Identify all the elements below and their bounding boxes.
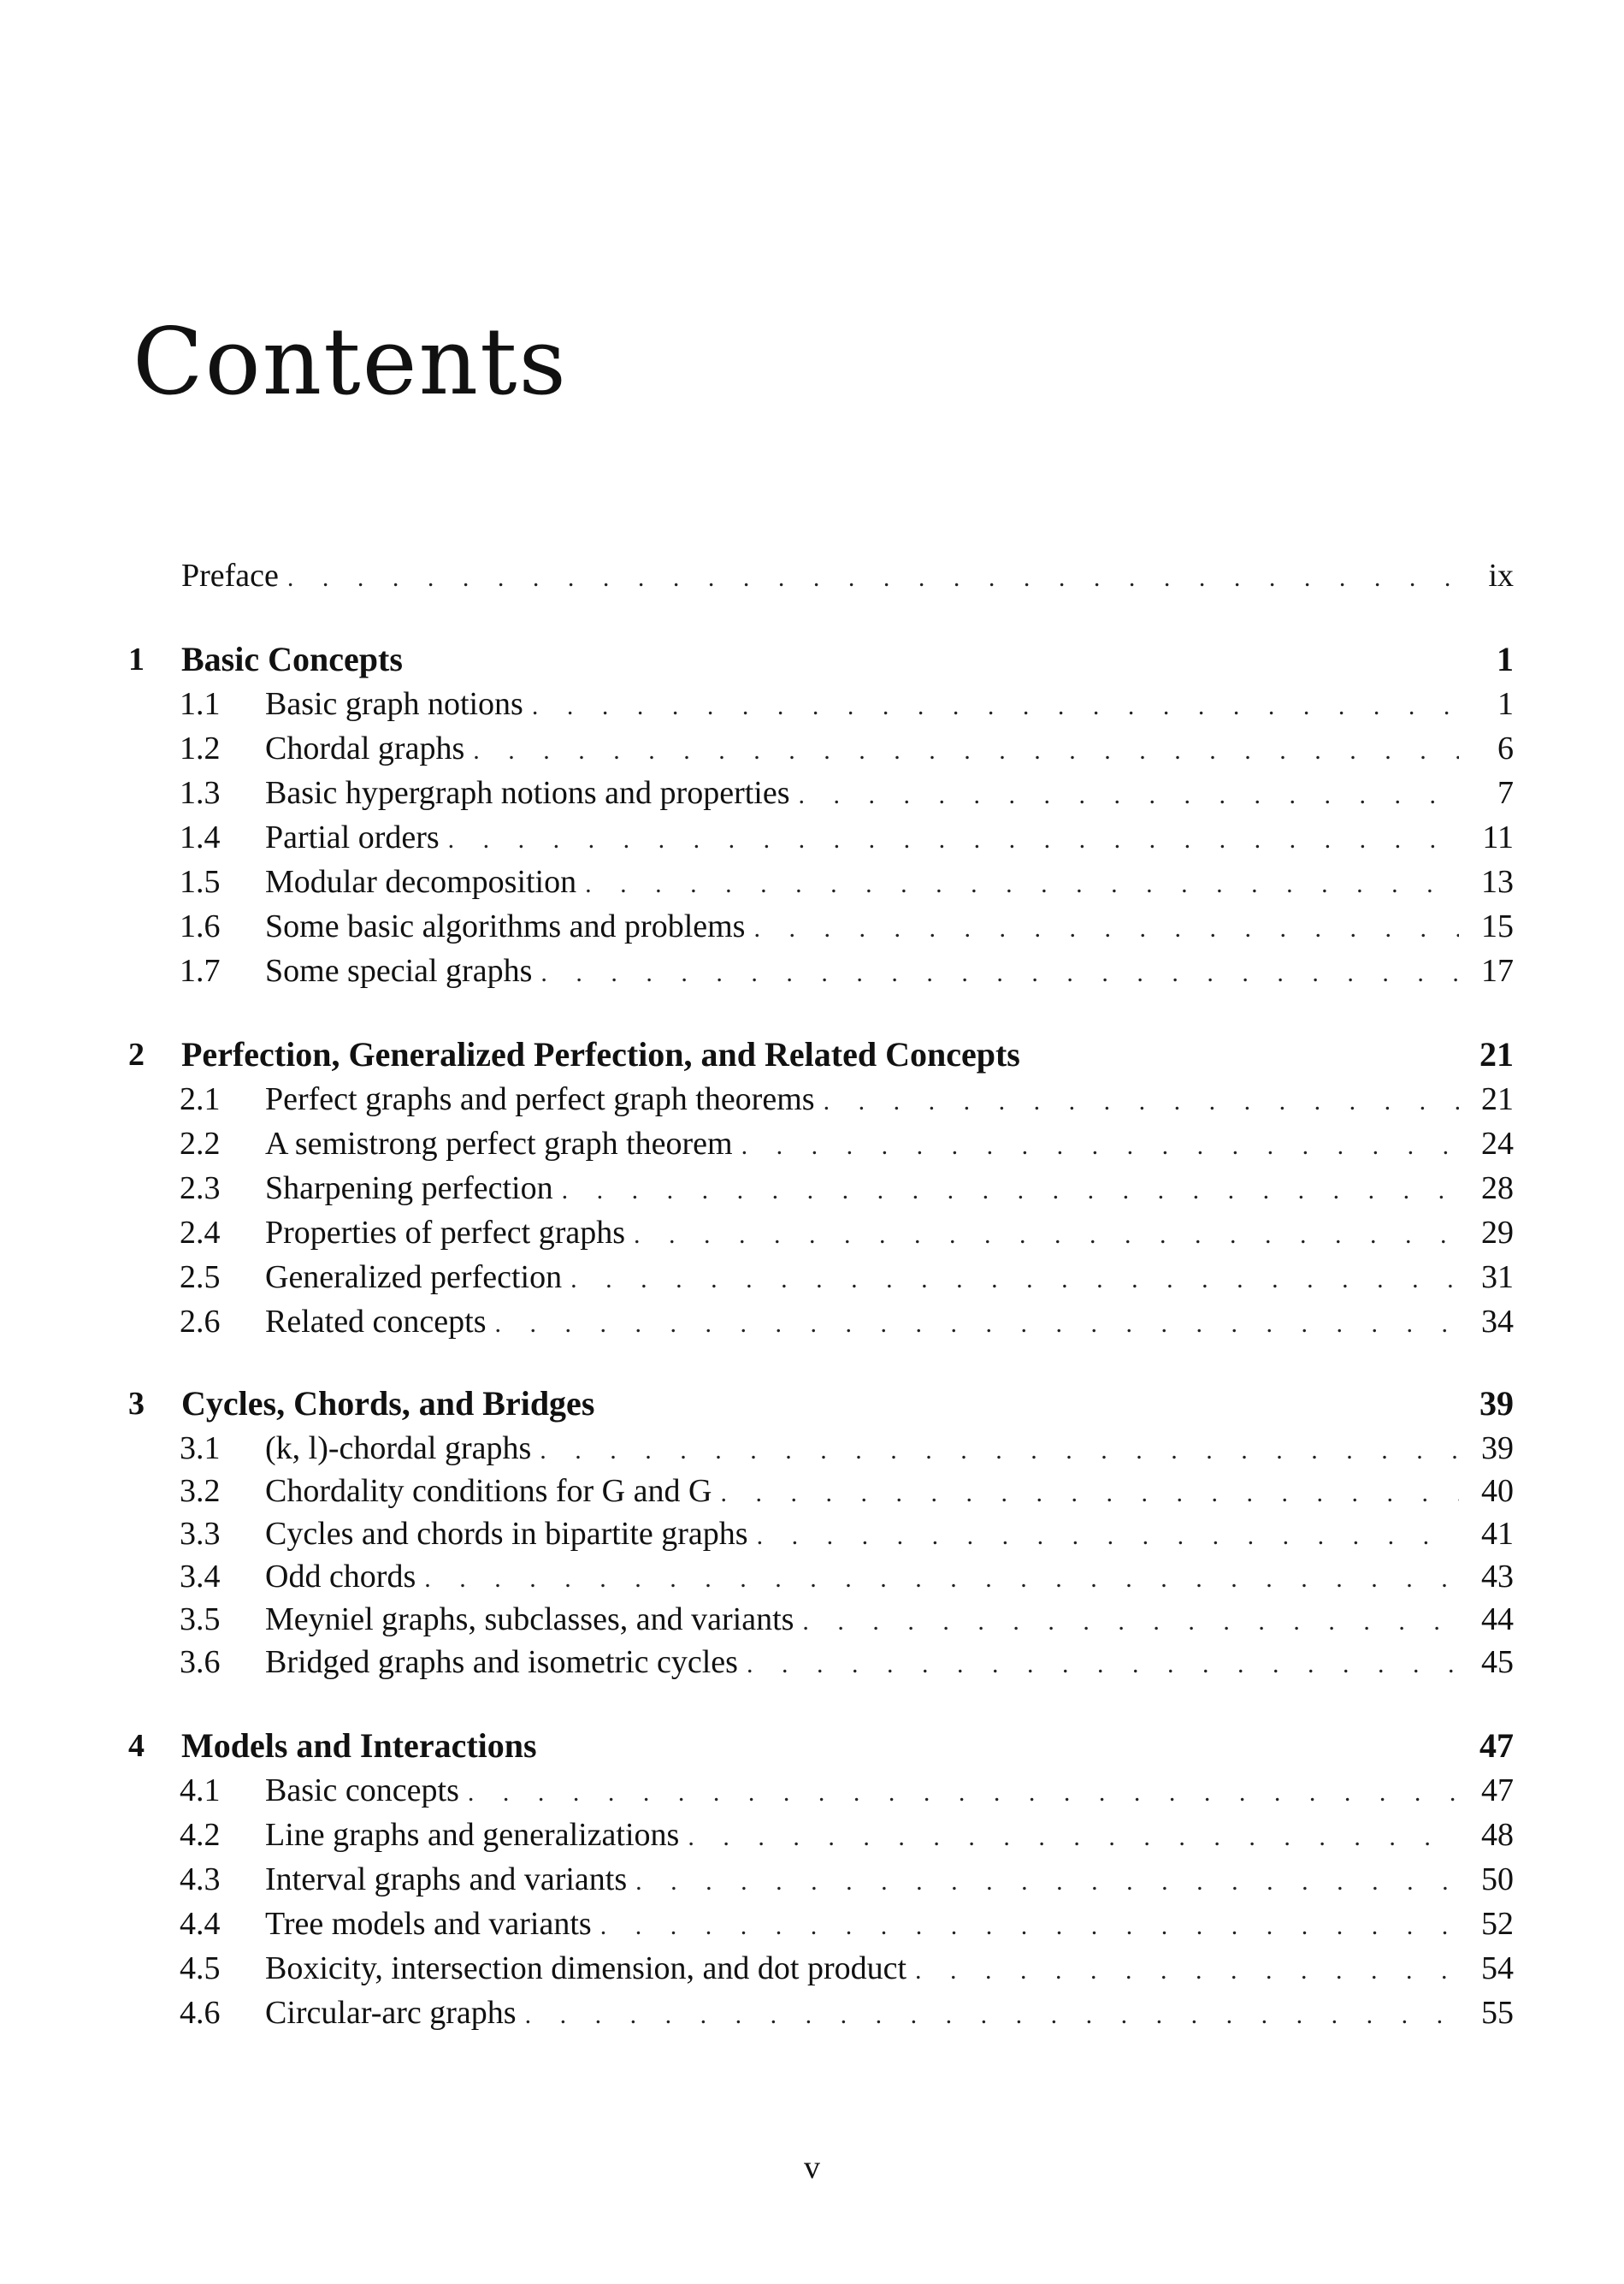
chapter-title: Perfection, Generalized Perfection, and Related Concepts	[181, 1035, 1020, 1074]
chapter-number: 1	[128, 642, 145, 678]
section-number: 4.4	[180, 1906, 221, 1942]
toc-section[interactable]	[128, 1900, 1514, 1948]
section-number: 2.2	[180, 1126, 221, 1162]
section-number: 4.5	[180, 1950, 221, 1986]
toc-section[interactable]	[128, 680, 1514, 728]
toc-section[interactable]	[128, 1467, 1514, 1515]
section-title: Properties of perfect graphs	[265, 1215, 626, 1251]
toc-entry-preface[interactable]	[128, 552, 1514, 600]
toc-section[interactable]	[128, 1075, 1514, 1123]
section-title: Bridged graphs and isometric cycles	[265, 1644, 738, 1680]
section-number: 1.3	[180, 775, 221, 811]
section-page: 44	[1481, 1601, 1514, 1637]
section-title: Basic concepts	[265, 1772, 459, 1808]
section-number: 4.3	[180, 1861, 221, 1897]
toc-section[interactable]	[128, 1209, 1514, 1257]
section-page: 54	[1481, 1950, 1514, 1986]
section-page: 24	[1481, 1126, 1514, 1162]
section-number: 1.4	[180, 820, 221, 855]
section-page: 39	[1481, 1430, 1514, 1466]
chapter-page: 1	[1497, 640, 1514, 678]
toc-section[interactable]	[128, 1811, 1514, 1859]
section-page: 31	[1481, 1259, 1514, 1295]
section-page: 28	[1481, 1170, 1514, 1206]
section-number: 3.1	[180, 1430, 221, 1466]
section-page: 29	[1481, 1215, 1514, 1251]
section-title: Chordal graphs	[265, 731, 465, 766]
section-number: 3.6	[180, 1644, 221, 1680]
chapter-page: 21	[1479, 1035, 1514, 1074]
section-title: Circular-arc graphs	[265, 1995, 517, 2031]
toc-section[interactable]	[128, 814, 1514, 861]
section-title: Tree models and variants	[265, 1906, 592, 1942]
page-title: Contents	[133, 309, 568, 416]
chapter-number: 3	[128, 1386, 145, 1422]
section-title: Meyniel graphs, subclasses, and variants	[265, 1601, 794, 1637]
section-page: 52	[1481, 1906, 1514, 1942]
dot-leader	[824, 1078, 1459, 1126]
section-title: Partial orders	[265, 820, 440, 855]
section-number: 2.5	[180, 1259, 221, 1295]
toc-entry-title: Preface	[181, 558, 279, 594]
toc-section[interactable]	[128, 1253, 1514, 1301]
dot-leader	[570, 1256, 1459, 1304]
section-number: 3.4	[180, 1559, 221, 1595]
section-page: 50	[1481, 1861, 1514, 1897]
section-title: Perfect graphs and perfect graph theorems	[265, 1081, 815, 1117]
section-number: 3.2	[180, 1473, 221, 1509]
section-number: 1.1	[180, 686, 221, 722]
section-title: Basic graph notions	[265, 686, 523, 722]
toc-chapter-3[interactable]	[128, 1380, 1514, 1428]
toc-chapter-4[interactable]	[128, 1722, 1514, 1770]
section-title: Related concepts	[265, 1304, 487, 1340]
footer-page-number: v	[804, 2150, 820, 2186]
dot-leader	[495, 1300, 1459, 1348]
section-page: 34	[1481, 1304, 1514, 1340]
section-title: Some basic algorithms and problems	[265, 908, 746, 944]
section-page: 45	[1481, 1644, 1514, 1680]
dot-leader	[562, 1167, 1459, 1215]
section-number: 3.3	[180, 1516, 221, 1552]
toc-section[interactable]	[128, 858, 1514, 906]
section-number: 4.2	[180, 1817, 221, 1853]
dot-leader	[635, 1858, 1459, 1906]
dot-leader	[287, 554, 1459, 602]
toc-section[interactable]	[128, 769, 1514, 817]
section-page: 7	[1497, 775, 1514, 811]
dot-leader	[634, 1211, 1459, 1259]
toc-chapter-2[interactable]	[128, 1031, 1514, 1079]
section-page: 55	[1481, 1995, 1514, 2031]
dot-leader	[448, 816, 1459, 864]
section-page: 21	[1481, 1081, 1514, 1117]
section-number: 4.1	[180, 1772, 221, 1808]
section-page: 47	[1481, 1772, 1514, 1808]
dot-leader	[799, 772, 1460, 820]
toc-section[interactable]	[128, 1553, 1514, 1601]
dot-leader	[747, 1641, 1459, 1689]
dot-leader	[468, 1769, 1459, 1817]
toc-section[interactable]	[128, 1766, 1514, 1814]
chapter-page: 39	[1479, 1384, 1514, 1423]
toc-section[interactable]	[128, 1510, 1514, 1558]
section-title: Odd chords	[265, 1559, 416, 1595]
section-number: 2.3	[180, 1170, 221, 1206]
section-title: Chordality conditions for G and G	[265, 1473, 712, 1509]
toc-section[interactable]	[128, 1424, 1514, 1472]
chapter-title: Basic Concepts	[181, 640, 403, 678]
section-number: 2.4	[180, 1215, 221, 1251]
section-page: 43	[1481, 1559, 1514, 1595]
toc-section[interactable]	[128, 1120, 1514, 1168]
toc-section[interactable]	[128, 1638, 1514, 1686]
section-title: (k, l)-chordal graphs	[265, 1430, 532, 1466]
dot-leader	[525, 1991, 1459, 2039]
toc-chapter-1[interactable]	[128, 636, 1514, 683]
toc-section[interactable]	[128, 1298, 1514, 1346]
section-number: 1.7	[180, 953, 221, 989]
section-page: 40	[1481, 1473, 1514, 1509]
dot-leader	[585, 861, 1459, 908]
section-page: 48	[1481, 1817, 1514, 1853]
toc-section[interactable]	[128, 947, 1514, 995]
chapter-page: 47	[1479, 1726, 1514, 1765]
toc-section[interactable]	[128, 902, 1514, 950]
dot-leader	[540, 950, 1459, 997]
section-number: 1.2	[180, 731, 221, 766]
section-page: 17	[1481, 953, 1514, 989]
chapter-number: 2	[128, 1037, 145, 1073]
dot-leader	[473, 727, 1459, 775]
section-page: 1	[1497, 686, 1514, 722]
chapter-title: Models and Interactions	[181, 1726, 537, 1765]
dot-leader	[741, 1122, 1459, 1170]
section-page: 13	[1481, 864, 1514, 900]
section-title: Generalized perfection	[265, 1259, 563, 1295]
dot-leader	[532, 683, 1459, 731]
toc-section[interactable]	[128, 1595, 1514, 1643]
chapter-number: 4	[128, 1728, 145, 1764]
section-title: Basic hypergraph notions and properties	[265, 775, 790, 811]
toc-section[interactable]	[128, 1944, 1514, 1992]
section-page: 41	[1481, 1516, 1514, 1552]
section-page: 6	[1497, 731, 1514, 766]
section-title: Cycles and chords in bipartite graphs	[265, 1516, 748, 1552]
section-title: Some special graphs	[265, 953, 533, 989]
section-number: 1.5	[180, 864, 221, 900]
chapter-title: Cycles, Chords, and Bridges	[181, 1384, 595, 1423]
section-number: 3.5	[180, 1601, 221, 1637]
dot-leader	[688, 1814, 1459, 1861]
section-number: 2.6	[180, 1304, 221, 1340]
toc-section[interactable]	[128, 1855, 1514, 1903]
section-number: 4.6	[180, 1995, 221, 2031]
section-title: Boxicity, intersection dimension, and dot product	[265, 1950, 907, 1986]
section-title: Modular decomposition	[265, 864, 577, 900]
section-title: A semistrong perfect graph theorem	[265, 1126, 733, 1162]
dot-leader	[915, 1947, 1459, 1995]
dot-leader	[753, 905, 1459, 953]
section-number: 1.6	[180, 908, 221, 944]
toc-section[interactable]	[128, 725, 1514, 772]
section-page: 11	[1482, 820, 1514, 855]
section-page: 15	[1481, 908, 1514, 944]
section-number: 2.1	[180, 1081, 221, 1117]
toc-entry-page: ix	[1488, 558, 1514, 594]
section-title: Sharpening perfection	[265, 1170, 553, 1206]
toc-section[interactable]	[128, 1989, 1514, 2037]
toc-section[interactable]	[128, 1164, 1514, 1212]
section-title: Line graphs and generalizations	[265, 1817, 680, 1853]
dot-leader	[600, 1902, 1459, 1950]
section-title: Interval graphs and variants	[265, 1861, 628, 1897]
